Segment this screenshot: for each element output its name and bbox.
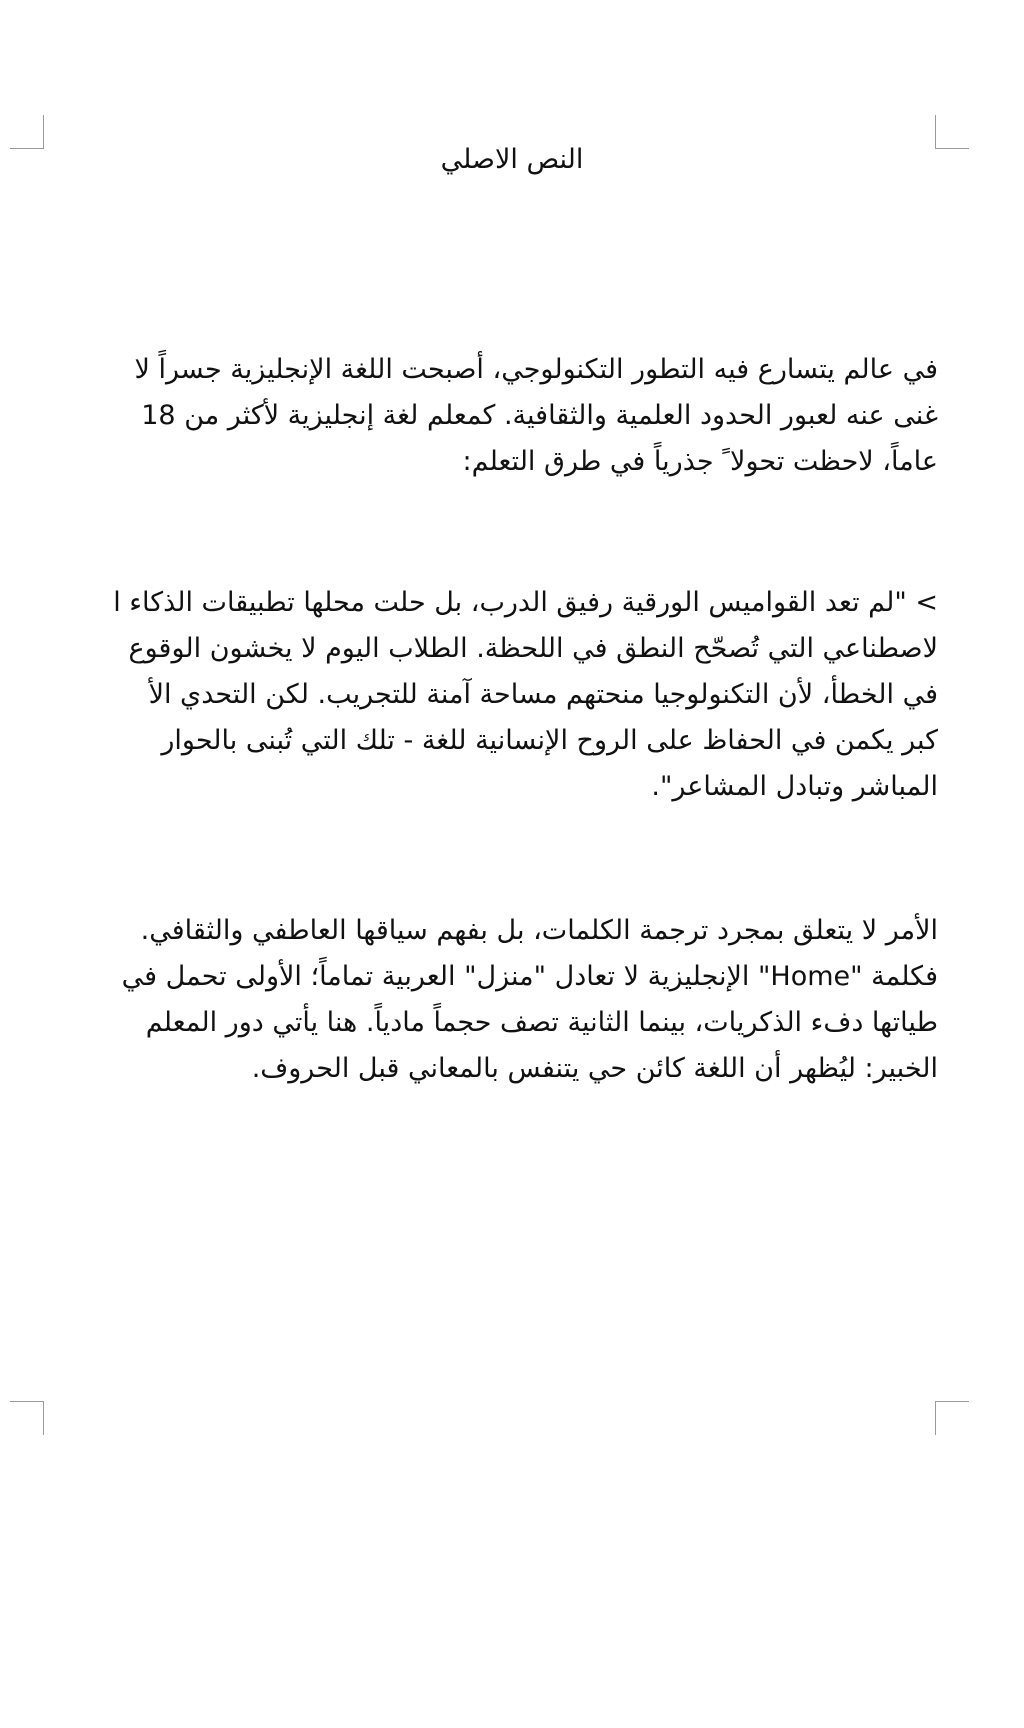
paragraph-line: الخبير: ليُظهر أن اللغة كائن حي يتنفس بالمعاني قبل الحروف.	[251, 1053, 938, 1084]
paragraph-line: فكلمة "Home" الإنجليزية لا تعادل "منزل" العربية تماماً؛ الأولى تحمل في	[121, 961, 938, 992]
paragraph-conclusion	[48, 908, 938, 1092]
paragraph-line: في عالم يتسارع فيه التطور التكنولوجي، أصبحت اللغة الإنجليزية جسراً لا	[134, 354, 938, 385]
crop-mark-bottom-left	[10, 1401, 44, 1435]
paragraph-line: المباشر وتبادل المشاعر".	[651, 771, 938, 802]
paragraph-line: > "لم تعد القواميس الورقية رفيق الدرب، بل حلت محلها تطبيقات الذكاء ا	[113, 587, 938, 618]
paragraph-line: كبر يكمن في الحفاظ على الروح الإنسانية للغة - تلك التي تُبنى بالحوار	[161, 725, 938, 756]
paragraph-line: الأمر لا يتعلق بمجرد ترجمة الكلمات، بل بفهم سياقها العاطفي والثقافي.	[140, 915, 938, 946]
paragraph-quote	[48, 580, 938, 810]
paragraph-line: لاصطناعي التي تُصحّح النطق في اللحظة. الطلاب اليوم لا يخشون الوقوع	[128, 633, 938, 664]
paragraph-intro	[48, 347, 938, 485]
paragraph-line: غنى عنه لعبور الحدود العلمية والثقافية. كمعلم لغة إنجليزية لأكثر من 18	[141, 400, 938, 431]
crop-mark-bottom-right	[935, 1401, 969, 1435]
paragraph-line: عاماً، لاحظت تحولا ً جذرياً في طرق التعلم:	[462, 446, 938, 477]
document-title: النص الاصلي	[440, 144, 584, 175]
paragraph-line: طياتها دفء الذكريات، بينما الثانية تصف حجماً مادياً. هنا يأتي دور المعلم	[145, 1007, 938, 1038]
paragraph-line: في الخطأ، لأن التكنولوجيا منحتهم مساحة آمنة للتجريب. لكن التحدي الأ	[148, 679, 938, 710]
